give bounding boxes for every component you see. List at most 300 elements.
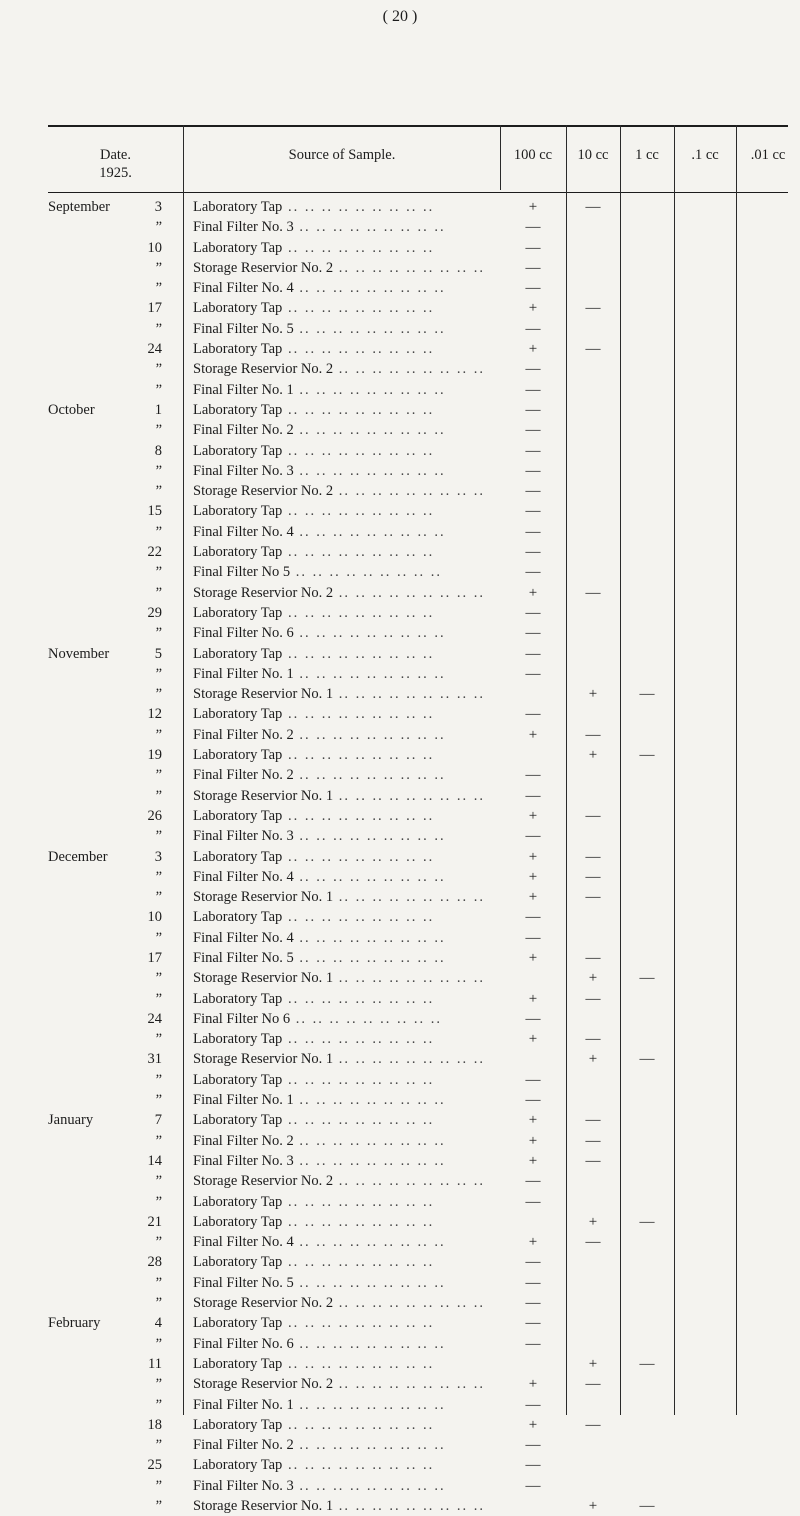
row-source: Final Filter No. 3 .. .. .. .. .. .. .. .. .. — [193, 219, 446, 236]
table-row — [48, 704, 788, 724]
table-row — [48, 481, 788, 501]
row-day: ” — [155, 726, 162, 743]
row-100cc: — — [525, 1254, 541, 1271]
row-day: ” — [155, 381, 162, 398]
leader-dots: .. .. .. .. .. .. .. .. .. — [293, 523, 446, 540]
row-source: Final Filter No. 3 .. .. .. .. .. .. .. .. .. — [193, 462, 446, 479]
row-1cc: — — [639, 1051, 655, 1068]
table-row — [48, 1171, 788, 1191]
row-source: Laboratory Tap .. .. .. .. .. .. .. .. .. — [193, 1112, 435, 1129]
leader-dots: .. .. .. .. .. .. .. .. .. — [282, 604, 435, 621]
row-10cc: + — [588, 1213, 598, 1230]
row-source: Final Filter No. 3 .. .. .. .. .. .. .. .. .. — [193, 1477, 446, 1494]
row-day: ” — [155, 828, 162, 845]
row-source: Final Filter No. 1 .. .. .. .. .. .. .. .. .. — [193, 381, 446, 398]
row-day: ” — [155, 564, 162, 581]
table-row — [48, 1232, 788, 1252]
row-100cc: — — [525, 1437, 541, 1454]
row-source: Final Filter No 6 .. .. .. .. .. .. .. .. .. — [193, 1010, 442, 1027]
row-100cc: + — [528, 1132, 538, 1149]
row-100cc: — — [525, 401, 541, 418]
row-10cc: + — [588, 686, 598, 703]
row-source: Storage Reservior No. 1 .. .. .. .. .. .. .. .. .. — [193, 1051, 486, 1068]
leader-dots: .. .. .. .. .. .. .. .. .. — [282, 239, 435, 256]
row-day: ” — [155, 665, 162, 682]
row-day: 26 — [147, 807, 162, 824]
row-source: Final Filter No. 4 .. .. .. .. .. .. .. .. .. — [193, 868, 446, 885]
leader-dots: .. .. .. .. .. .. .. .. .. — [333, 259, 486, 276]
row-day: ” — [155, 483, 162, 500]
table-row — [48, 1374, 788, 1394]
table-row — [48, 1009, 788, 1029]
row-source: Laboratory Tap .. .. .. .. .. .. .. .. .. — [193, 909, 435, 926]
header-source: Source of Sample. — [288, 147, 396, 163]
row-day: ” — [155, 280, 162, 297]
row-day: 12 — [147, 706, 162, 723]
table-row — [48, 684, 788, 704]
leader-dots: .. .. .. .. .. .. .. .. .. — [282, 1457, 435, 1474]
row-100cc: — — [525, 442, 541, 459]
row-source: Storage Reservior No. 1 .. .. .. .. .. .. .. .. .. — [193, 1498, 486, 1514]
row-10cc: — — [585, 1132, 601, 1149]
row-day: ” — [155, 1274, 162, 1291]
row-10cc: — — [585, 1031, 601, 1048]
leader-dots: .. .. .. .. .. .. .. .. .. — [282, 341, 435, 358]
row-day: ” — [155, 320, 162, 337]
leader-dots: .. .. .. .. .. .. .. .. .. — [333, 787, 486, 804]
row-day: ” — [155, 1092, 162, 1109]
table-row — [48, 1212, 788, 1232]
table-row — [48, 217, 788, 237]
row-day: 8 — [154, 442, 162, 459]
row-100cc: — — [525, 1396, 541, 1413]
table-row — [48, 1252, 788, 1272]
leader-dots: .. .. .. .. .. .. .. .. .. — [333, 970, 486, 987]
row-day: 25 — [147, 1457, 162, 1474]
row-100cc: + — [528, 1152, 538, 1169]
table-row — [48, 1334, 788, 1354]
row-day: ” — [155, 1396, 162, 1413]
row-day: ” — [155, 1071, 162, 1088]
row-day: 19 — [147, 747, 162, 764]
row-100cc: + — [528, 848, 538, 865]
leader-dots: .. .. .. .. .. .. .. .. .. — [333, 584, 486, 601]
row-source: Final Filter No. 1 .. .. .. .. .. .. .. .. .. — [193, 1092, 446, 1109]
table-row — [48, 806, 788, 826]
row-100cc: + — [528, 584, 538, 601]
row-day: ” — [155, 219, 162, 236]
row-source: Final Filter No. 5 .. .. .. .. .. .. .. .. .. — [193, 320, 446, 337]
leader-dots: .. .. .. .. .. .. .. .. .. — [282, 1416, 435, 1433]
leader-dots: .. .. .. .. .. .. .. .. .. — [282, 909, 435, 926]
page-number: ( 20 ) — [382, 8, 418, 25]
header-100cc: 100 cc — [513, 147, 553, 163]
row-100cc: — — [525, 706, 541, 723]
row-100cc: — — [525, 604, 541, 621]
row-source: Laboratory Tap .. .. .. .. .. .. .. .. .. — [193, 503, 435, 520]
row-100cc: — — [525, 422, 541, 439]
leader-dots: .. .. .. .. .. .. .. .. .. — [282, 1193, 435, 1210]
row-day: ” — [155, 1173, 162, 1190]
row-10cc: — — [585, 1376, 601, 1393]
row-10cc: + — [588, 1051, 598, 1068]
leader-dots: .. .. .. .. .. .. .. .. .. — [293, 462, 446, 479]
row-100cc: + — [528, 868, 538, 885]
table-row — [48, 1029, 788, 1049]
row-day: 22 — [147, 544, 162, 561]
row-source: Storage Reservior No. 2 .. .. .. .. .. .. .. .. .. — [193, 259, 486, 276]
row-100cc: + — [528, 1234, 538, 1251]
row-1cc: — — [639, 747, 655, 764]
row-source: Laboratory Tap .. .. .. .. .. .. .. .. .. — [193, 848, 435, 865]
row-source: Laboratory Tap .. .. .. .. .. .. .. .. .. — [193, 239, 435, 256]
row-10cc: — — [585, 341, 601, 358]
leader-dots: .. .. .. .. .. .. .. .. .. — [282, 442, 435, 459]
row-source: Laboratory Tap .. .. .. .. .. .. .. .. .. — [193, 1254, 435, 1271]
row-month: December — [48, 848, 108, 865]
row-day: ” — [155, 361, 162, 378]
row-day: ” — [155, 889, 162, 906]
row-day: 1 — [154, 401, 162, 418]
row-source: Laboratory Tap .. .. .. .. .. .. .. .. .. — [193, 1213, 435, 1230]
table-row — [48, 887, 788, 907]
row-day: 18 — [147, 1416, 162, 1433]
row-source: Final Filter No. 4 .. .. .. .. .. .. .. .. .. — [193, 523, 446, 540]
table-row — [48, 1395, 788, 1415]
table-row — [48, 501, 788, 521]
row-source: Laboratory Tap .. .. .. .. .. .. .. .. .. — [193, 990, 435, 1007]
row-10cc: + — [588, 1355, 598, 1372]
row-day: ” — [155, 625, 162, 642]
table-row — [48, 623, 788, 643]
leader-dots: .. .. .. .. .. .. .. .. .. — [293, 625, 446, 642]
row-source: Laboratory Tap .. .. .. .. .. .. .. .. .. — [193, 747, 435, 764]
row-100cc: + — [528, 300, 538, 317]
row-source: Final Filter No. 2 .. .. .. .. .. .. .. .. .. — [193, 767, 446, 784]
row-source: Storage Reservior No. 2 .. .. .. .. .. .. .. .. .. — [193, 361, 486, 378]
row-day: 31 — [147, 1051, 162, 1068]
row-day: 10 — [147, 239, 162, 256]
table-row — [48, 1313, 788, 1333]
table-row — [48, 1476, 788, 1496]
row-day: 7 — [154, 1112, 162, 1129]
row-10cc: — — [585, 584, 601, 601]
leader-dots: .. .. .. .. .. .. .. .. .. — [282, 1112, 435, 1129]
leader-dots: .. .. .. .. .. .. .. .. .. — [333, 1498, 486, 1514]
table-row — [48, 1151, 788, 1171]
leader-dots: .. .. .. .. .. .. .. .. .. — [333, 1376, 486, 1393]
row-100cc: — — [525, 767, 541, 784]
leader-dots: .. .. .. .. .. .. .. .. .. — [293, 1335, 446, 1352]
table-row — [48, 1070, 788, 1090]
row-source: Final Filter No. 3 .. .. .. .. .. .. .. .. .. — [193, 1152, 446, 1169]
table-row — [48, 664, 788, 684]
row-10cc: — — [585, 1152, 601, 1169]
table-row — [48, 968, 788, 988]
leader-dots: .. .. .. .. .. .. .. .. .. — [333, 1295, 486, 1312]
row-10cc: — — [585, 889, 601, 906]
row-source: Laboratory Tap .. .. .. .. .. .. .. .. .. — [193, 544, 435, 561]
table-row — [48, 359, 788, 379]
row-month: October — [48, 401, 95, 418]
row-100cc: + — [528, 726, 538, 743]
row-100cc: — — [525, 645, 541, 662]
row-100cc: — — [525, 320, 541, 337]
row-source: Laboratory Tap .. .. .. .. .. .. .. .. .. — [193, 300, 435, 317]
row-day: ” — [155, 584, 162, 601]
row-100cc: + — [528, 199, 538, 215]
row-100cc: — — [525, 381, 541, 398]
row-100cc: — — [525, 1335, 541, 1352]
row-100cc: — — [525, 280, 541, 297]
table-row — [48, 644, 788, 664]
leader-dots: .. .. .. .. .. .. .. .. .. — [282, 1315, 435, 1332]
table-body — [48, 197, 788, 1516]
leader-dots: .. .. .. .. .. .. .. .. .. — [282, 1355, 435, 1372]
row-100cc: — — [525, 1274, 541, 1291]
row-source: Final Filter No. 2 .. .. .. .. .. .. .. .. .. — [193, 1132, 446, 1149]
table-row — [48, 1496, 788, 1516]
row-100cc: + — [528, 1376, 538, 1393]
leader-dots: .. .. .. .. .. .. .. .. .. — [293, 320, 446, 337]
table-row — [48, 278, 788, 298]
row-day: 10 — [147, 909, 162, 926]
row-100cc: — — [525, 665, 541, 682]
row-day: 17 — [147, 300, 162, 317]
table-row — [48, 298, 788, 318]
row-source: Laboratory Tap .. .. .. .. .. .. .. .. .. — [193, 401, 435, 418]
row-source: Laboratory Tap .. .. .. .. .. .. .. .. .. — [193, 442, 435, 459]
leader-dots: .. .. .. .. .. .. .. .. .. — [282, 544, 435, 561]
leader-dots: .. .. .. .. .. .. .. .. .. — [293, 1477, 446, 1494]
row-100cc: — — [525, 462, 541, 479]
row-10cc: — — [585, 807, 601, 824]
row-100cc: + — [528, 1112, 538, 1129]
table-row — [48, 258, 788, 278]
table-row — [48, 1273, 788, 1293]
row-source: Laboratory Tap .. .. .. .. .. .. .. .. .. — [193, 1355, 435, 1372]
row-100cc: — — [525, 929, 541, 946]
leader-dots: .. .. .. .. .. .. .. .. .. — [293, 280, 446, 297]
leader-dots: .. .. .. .. .. .. .. .. .. — [333, 889, 486, 906]
row-source: Laboratory Tap .. .. .. .. .. .. .. .. .. — [193, 1031, 435, 1048]
table-row — [48, 1455, 788, 1475]
table-row — [48, 542, 788, 562]
leader-dots: .. .. .. .. .. .. .. .. .. — [293, 219, 446, 236]
leader-dots: .. .. .. .. .. .. .. .. .. — [333, 686, 486, 703]
row-10cc: — — [585, 726, 601, 743]
header-date — [48, 146, 183, 182]
table-row — [48, 461, 788, 481]
row-day: 24 — [147, 341, 162, 358]
table-row — [48, 238, 788, 258]
row-100cc: — — [525, 523, 541, 540]
row-source: Final Filter No 5 .. .. .. .. .. .. .. .. .. — [193, 564, 442, 581]
row-100cc: + — [528, 1416, 538, 1433]
table-row — [48, 583, 788, 603]
row-day: 17 — [147, 949, 162, 966]
row-day: 15 — [147, 503, 162, 520]
table-row — [48, 1131, 788, 1151]
row-1cc: — — [639, 970, 655, 987]
leader-dots: .. .. .. .. .. .. .. .. .. — [333, 1051, 486, 1068]
row-100cc: — — [525, 787, 541, 804]
row-100cc: — — [525, 219, 541, 236]
row-10cc: — — [585, 868, 601, 885]
leader-dots: .. .. .. .. .. .. .. .. .. — [293, 1274, 446, 1291]
leader-dots: .. .. .. .. .. .. .. .. .. — [333, 1173, 486, 1190]
table-row — [48, 441, 788, 461]
table-row — [48, 989, 788, 1009]
row-source: Final Filter No. 4 .. .. .. .. .. .. .. .. .. — [193, 929, 446, 946]
leader-dots: .. .. .. .. .. .. .. .. .. — [282, 1254, 435, 1271]
row-10cc: — — [585, 1416, 601, 1433]
row-100cc: — — [525, 259, 541, 276]
row-day: ” — [155, 259, 162, 276]
row-day: ” — [155, 422, 162, 439]
row-10cc: — — [585, 1234, 601, 1251]
row-day: ” — [155, 767, 162, 784]
leader-dots: .. .. .. .. .. .. .. .. .. — [333, 361, 486, 378]
row-month: September — [48, 199, 111, 215]
header-001cc: .01 cc — [750, 147, 786, 163]
row-day: ” — [155, 1295, 162, 1312]
row-source: Storage Reservior No. 1 .. .. .. .. .. .. .. .. .. — [193, 787, 486, 804]
table-row — [48, 745, 788, 765]
leader-dots: .. .. .. .. .. .. .. .. .. — [293, 1132, 446, 1149]
table-top-rule — [48, 125, 788, 127]
row-100cc: — — [525, 361, 541, 378]
header-date-label: Date. — [100, 147, 131, 163]
table-row — [48, 400, 788, 420]
row-day: ” — [155, 868, 162, 885]
row-source: Laboratory Tap .. .. .. .. .. .. .. .. .. — [193, 341, 435, 358]
row-source: Laboratory Tap .. .. .. .. .. .. .. .. .. — [193, 1071, 435, 1088]
leader-dots: .. .. .. .. .. .. .. .. .. — [293, 949, 446, 966]
table-row — [48, 1192, 788, 1212]
table-row — [48, 562, 788, 582]
row-100cc: — — [525, 1173, 541, 1190]
table-row — [48, 847, 788, 867]
row-source: Final Filter No. 5 .. .. .. .. .. .. .. .. .. — [193, 949, 446, 966]
table-row — [48, 319, 788, 339]
row-100cc: — — [525, 564, 541, 581]
header-10cc: 10 cc — [577, 147, 609, 163]
leader-dots: .. .. .. .. .. .. .. .. .. — [293, 665, 446, 682]
table-row — [48, 1354, 788, 1374]
row-100cc: — — [525, 828, 541, 845]
leader-dots: .. .. .. .. .. .. .. .. .. — [290, 1010, 442, 1027]
row-100cc: — — [525, 503, 541, 520]
row-month: January — [48, 1112, 94, 1129]
row-100cc: — — [525, 1295, 541, 1312]
row-100cc: — — [525, 1193, 541, 1210]
leader-dots: .. .. .. .. .. .. .. .. .. — [282, 1071, 435, 1088]
leader-dots: .. .. .. .. .. .. .. .. .. — [282, 747, 435, 764]
row-100cc: — — [525, 1010, 541, 1027]
leader-dots: .. .. .. .. .. .. .. .. .. — [293, 929, 446, 946]
row-day: 4 — [154, 1315, 162, 1332]
row-100cc: — — [525, 1477, 541, 1494]
table-row — [48, 725, 788, 745]
row-day: 5 — [154, 645, 162, 662]
table-row — [48, 867, 788, 887]
row-day: ” — [155, 929, 162, 946]
row-100cc: + — [528, 341, 538, 358]
row-source: Laboratory Tap .. .. .. .. .. .. .. .. .. — [193, 1193, 435, 1210]
table-row — [48, 603, 788, 623]
row-10cc: + — [588, 970, 598, 987]
row-day: 24 — [147, 1010, 162, 1027]
leader-dots: .. .. .. .. .. .. .. .. .. — [282, 1031, 435, 1048]
row-source: Storage Reservior No. 1 .. .. .. .. .. .. .. .. .. — [193, 970, 486, 987]
row-source: Storage Reservior No. 2 .. .. .. .. .. .. .. .. .. — [193, 1295, 486, 1312]
row-source: Final Filter No. 1 .. .. .. .. .. .. .. .. .. — [193, 665, 446, 682]
row-day: ” — [155, 523, 162, 540]
row-100cc: + — [528, 1031, 538, 1048]
row-source: Laboratory Tap .. .. .. .. .. .. .. .. .. — [193, 807, 435, 824]
row-10cc: — — [585, 990, 601, 1007]
leader-dots: .. .. .. .. .. .. .. .. .. — [333, 483, 486, 500]
table-row — [48, 1415, 788, 1435]
row-source: Laboratory Tap .. .. .. .. .. .. .. .. .. — [193, 706, 435, 723]
leader-dots: .. .. .. .. .. .. .. .. .. — [282, 199, 435, 215]
row-day: ” — [155, 1193, 162, 1210]
row-100cc: — — [525, 909, 541, 926]
row-source: Final Filter No. 5 .. .. .. .. .. .. .. .. .. — [193, 1274, 446, 1291]
row-source: Storage Reservior No. 2 .. .. .. .. .. .. .. .. .. — [193, 483, 486, 500]
row-source: Final Filter No. 4 .. .. .. .. .. .. .. .. .. — [193, 280, 446, 297]
leader-dots: .. .. .. .. .. .. .. .. .. — [282, 645, 435, 662]
table-row — [48, 197, 788, 217]
row-100cc: — — [525, 239, 541, 256]
row-day: ” — [155, 990, 162, 1007]
table-row — [48, 907, 788, 927]
row-100cc: — — [525, 483, 541, 500]
row-month: February — [48, 1315, 101, 1332]
row-day: ” — [155, 970, 162, 987]
row-source: Final Filter No. 6 .. .. .. .. .. .. .. .. .. — [193, 625, 446, 642]
row-100cc: — — [525, 1092, 541, 1109]
table-row — [48, 928, 788, 948]
row-1cc: — — [639, 1498, 655, 1514]
row-100cc: + — [528, 889, 538, 906]
row-source: Storage Reservior No. 2 .. .. .. .. .. .. .. .. .. — [193, 584, 486, 601]
leader-dots: .. .. .. .. .. .. .. .. .. — [293, 1092, 446, 1109]
table-row — [48, 1090, 788, 1110]
table-row — [48, 420, 788, 440]
row-source: Laboratory Tap .. .. .. .. .. .. .. .. .. — [193, 1315, 435, 1332]
leader-dots: .. .. .. .. .. .. .. .. .. — [293, 1234, 446, 1251]
row-10cc: + — [588, 747, 598, 764]
row-day: ” — [155, 1437, 162, 1454]
row-source: Laboratory Tap .. .. .. .. .. .. .. .. .. — [193, 645, 435, 662]
row-day: ” — [155, 1335, 162, 1352]
table-row — [48, 826, 788, 846]
table-row — [48, 1049, 788, 1069]
row-100cc: + — [528, 807, 538, 824]
row-day: ” — [155, 787, 162, 804]
row-day: 3 — [154, 199, 162, 215]
row-day: 11 — [148, 1355, 162, 1372]
leader-dots: .. .. .. .. .. .. .. .. .. — [282, 503, 435, 520]
header-1cc: 1 cc — [635, 147, 659, 163]
row-day: ” — [155, 1477, 162, 1494]
table-row — [48, 948, 788, 968]
row-source: Final Filter No. 3 .. .. .. .. .. .. .. .. .. — [193, 828, 446, 845]
leader-dots: .. .. .. .. .. .. .. .. .. — [282, 401, 435, 418]
leader-dots: .. .. .. .. .. .. .. .. .. — [282, 1213, 435, 1230]
